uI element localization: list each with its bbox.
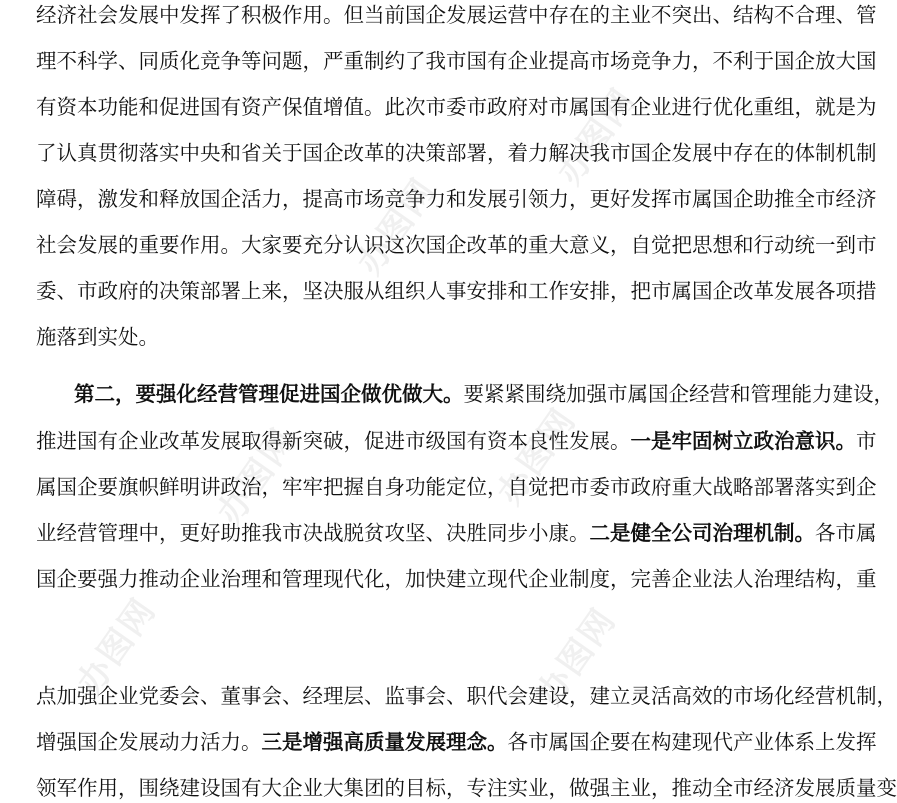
paragraph-line xyxy=(36,727,877,757)
text-run: 了认真贯彻落实中央和省关于国企改革的决策部署，着力解决我市国企发展中存在的体制机制 xyxy=(36,141,877,165)
text-run: 国企要强力推动企业治理和管理现代化，加快建立现代企业制度，完善企业法人治理结构，重 xyxy=(36,567,877,591)
paragraph-line xyxy=(36,0,877,30)
text-run: 要紧紧围绕加强市属国企经营和管理能力建设， xyxy=(463,382,894,406)
paragraph-line xyxy=(36,518,877,548)
text-run: 各市属 xyxy=(815,521,877,545)
bold-text-run: 第二，要强化经营管理促进国企做优做大。 xyxy=(74,382,464,406)
text-run: 各市属国企要在构建现代产业体系上发挥 xyxy=(507,730,877,754)
paragraph-line xyxy=(36,681,897,711)
paragraph-line xyxy=(36,92,877,122)
bold-text-run: 三是增强高质量发展理念。 xyxy=(261,730,508,754)
watermark: 办图网 xyxy=(69,590,165,703)
text-run: 领军作用，围绕建设国有大企业大集团的目标，专注实业，做强主业，推动全市经济发展质量变 xyxy=(36,776,897,800)
text-run: 推进国有企业改革发展取得新突破，促进市级国有资本良性发展。 xyxy=(36,429,631,453)
text-run: 业经营管理中，更好助推我市决战脱贫攻坚、决胜同步小康。 xyxy=(36,521,590,545)
bold-text-run: 二是健全公司治理机制。 xyxy=(589,521,815,545)
paragraph-line xyxy=(36,426,877,456)
text-run: 有资本功能和促进国有资产保值增值。此次市委市政府对市属国有企业进行优化重组，就是为 xyxy=(36,95,877,119)
text-run: 施落到实处。 xyxy=(36,325,159,349)
paragraph-line xyxy=(36,472,877,502)
watermark: 办图网 xyxy=(549,80,645,193)
paragraph-line xyxy=(36,276,877,306)
paragraph-line xyxy=(36,138,877,168)
text-run: 增强国企发展动力活力。 xyxy=(36,730,262,754)
paragraph-line xyxy=(74,379,894,409)
watermark: 办图网 xyxy=(529,600,625,713)
text-run: 属国企要旗帜鲜明讲政治，牢牢把握自身功能定位，自觉把市委市政府重大战略部署落实到企 xyxy=(36,475,877,499)
watermark: 办图网 xyxy=(489,400,585,513)
text-run: 社会发展的重要作用。大家要充分认识这次国企改革的重大意义，自觉把思想和行动统一到市 xyxy=(36,233,877,257)
text-run: 委、市政府的决策部署上来，坚决服从组织人事安排和工作安排，把市属国企改革发展各项措 xyxy=(36,279,877,303)
watermark: 办图网 xyxy=(209,420,305,533)
paragraph-line xyxy=(36,322,772,352)
paragraph-line xyxy=(36,230,877,260)
text-run: 市 xyxy=(856,429,877,453)
paragraph-line xyxy=(36,564,877,594)
text-run: 点加强企业党委会、董事会、经理层、监事会、职代会建设，建立灵活高效的市场化经营机制， xyxy=(36,684,897,708)
text-run: 障碍，激发和释放国企活力，提高市场竞争力和发展引领力，更好发挥市属国企助推全市经济 xyxy=(36,187,877,211)
bold-text-run: 一是牢固树立政治意识。 xyxy=(630,429,856,453)
paragraph-line xyxy=(36,184,877,214)
watermark: 办图网 xyxy=(349,170,445,283)
text-run: 理不科学、同质化竞争等问题，严重制约了我市国有企业提高市场竞争力，不利于国企放大国 xyxy=(36,49,877,73)
text-run: 经济社会发展中发挥了积极作用。但当前国企发展运营中存在的主业不突出、结构不合理、管 xyxy=(36,3,877,27)
paragraph-line xyxy=(36,46,877,76)
paragraph-line xyxy=(36,773,897,800)
